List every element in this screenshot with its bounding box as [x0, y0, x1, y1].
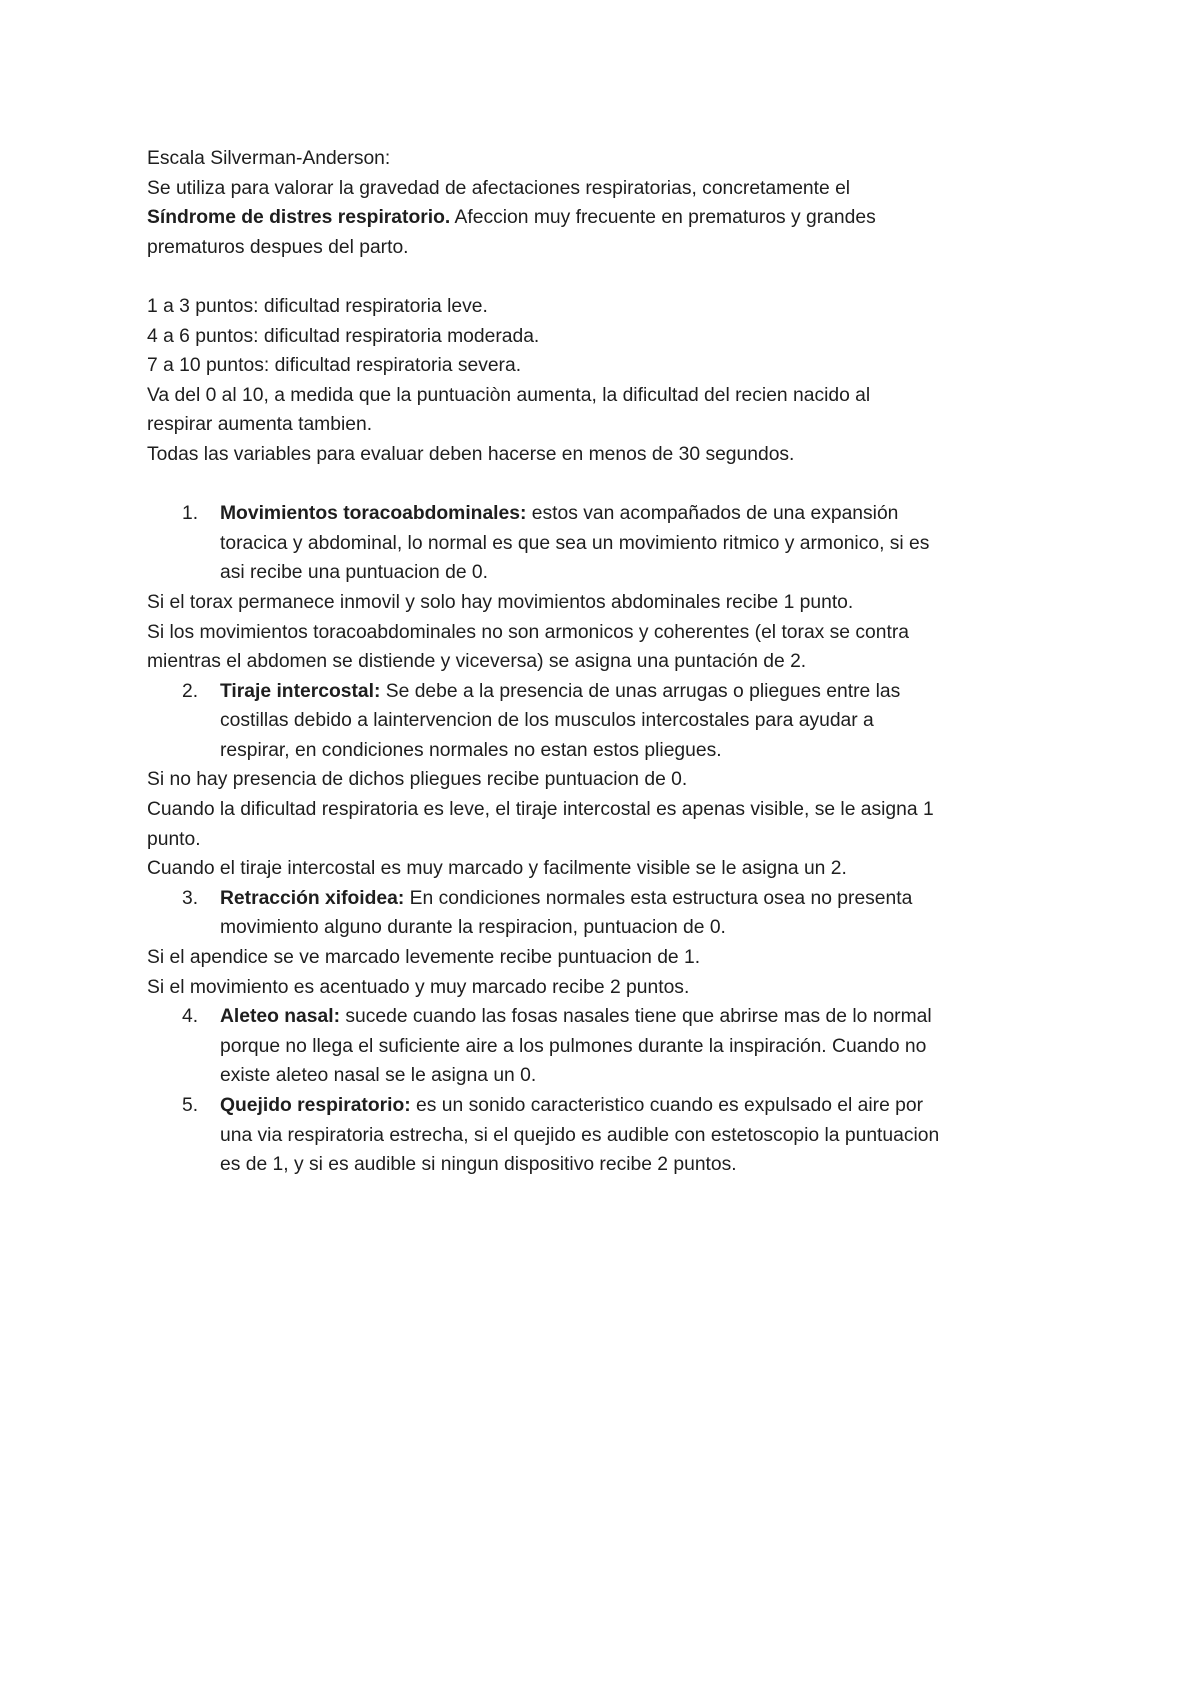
item-note: mientras el abdomen se distiende y viceversa) se asigna una puntación de 2.: [147, 651, 807, 673]
list-item: [147, 884, 1067, 943]
item-text: En condiciones normales esta estructura osea no presenta: [404, 887, 913, 909]
item-note: Cuando la dificultad respiratoria es leve, el tiraje intercostal es apenas visible, se le asigna 1: [147, 799, 934, 821]
list-number: 5.: [182, 1095, 199, 1116]
item-name: Retracción xifoidea:: [220, 887, 405, 909]
item-text: porque no llega el suficiente aire a los pulmones durante la inspiración. Cuando no: [220, 1035, 927, 1057]
item-text: estos van acompañados de una expansión: [526, 503, 899, 525]
intro-text: Afeccion muy frecuente en prematuros y grandes: [450, 207, 876, 229]
item-text: una via respiratoria estrecha, si el quejido es audible con estetoscopio la puntuacion: [220, 1124, 940, 1146]
item-text: movimiento alguno durante la respiracion, puntuacion de 0.: [220, 917, 726, 939]
intro-line: [147, 203, 1067, 233]
item-note: Si el movimiento es acentuado y muy marcado recibe 2 puntos.: [147, 976, 690, 998]
item-text: asi recibe una puntuacion de 0.: [220, 562, 488, 584]
item-note: Si el torax permanece inmovil y solo hay movimientos abdominales recibe 1 punto.: [147, 591, 854, 613]
list-item: [147, 677, 1067, 766]
item-note: Si no hay presencia de dichos pliegues recibe puntuacion de 0.: [147, 769, 688, 791]
item-text: respirar, en condiciones normales no estan estos pliegues.: [220, 739, 722, 761]
list-number: 1.: [182, 503, 199, 525]
score-range-moderate: 4 a 6 puntos: dificultad respiratoria moderada.: [147, 325, 540, 347]
spacer: [147, 262, 1067, 292]
list-number: 2.: [182, 680, 199, 702]
document-page: [147, 144, 1067, 1180]
score-range-severe: 7 a 10 puntos: dificultad respiratoria severa.: [147, 355, 522, 377]
time-note: Todas las variables para evaluar deben hacerse en menos de 30 segundos.: [147, 443, 795, 465]
item-text: es de 1, y si es audible si ningun dispositivo recibe 2 puntos.: [220, 1154, 737, 1176]
list-item: [147, 1091, 1067, 1180]
range-line: Va del 0 al 10, a medida que la puntuaciòn aumenta, la dificultad del recien nacido al: [147, 384, 871, 406]
item-name: Aleteo nasal:: [220, 1006, 341, 1028]
intro-line: prematuros despues del parto.: [147, 236, 409, 258]
item-text: toracica y abdominal, lo normal es que sea un movimiento ritmico y armonico, si es: [220, 532, 930, 554]
item-note: Cuando el tiraje intercostal es muy marcado y facilmente visible se le asigna un 2.: [147, 858, 847, 880]
item-name: Tiraje intercostal:: [220, 680, 381, 702]
list-item: [147, 499, 1067, 588]
item-note: Si los movimientos toracoabdominales no son armonicos y coherentes (el torax se contra: [147, 621, 909, 643]
syndrome-name: Síndrome de distres respiratorio.: [147, 207, 451, 229]
item-name: Movimientos toracoabdominales:: [220, 503, 527, 525]
item-text: es un sonido caracteristico cuando es expulsado el aire por: [410, 1095, 924, 1116]
item-text: sucede cuando las fosas nasales tiene que abrirse mas de lo normal: [340, 1006, 932, 1028]
list-number: 3.: [182, 887, 199, 909]
spacer: [147, 470, 1067, 500]
item-text: Se debe a la presencia de unas arrugas o pliegues entre las: [380, 680, 901, 702]
item-name: Quejido respiratorio:: [220, 1095, 411, 1116]
intro-line: Se utiliza para valorar la gravedad de afectaciones respiratorias, concretamente el: [147, 177, 851, 199]
document-title: Escala Silverman-Anderson:: [147, 148, 391, 169]
list-number: 4.: [182, 1006, 199, 1028]
item-note: punto.: [147, 828, 201, 850]
item-text: costillas debido a laintervencion de los musculos intercostales para ayudar a: [220, 710, 874, 732]
item-text: existe aleteo nasal se le asigna un 0.: [220, 1065, 537, 1087]
score-range-mild: 1 a 3 puntos: dificultad respiratoria leve.: [147, 295, 488, 317]
item-note: Si el apendice se ve marcado levemente recibe puntuacion de 1.: [147, 947, 701, 969]
range-line: respirar aumenta tambien.: [147, 414, 373, 436]
list-item: [147, 1002, 1067, 1091]
